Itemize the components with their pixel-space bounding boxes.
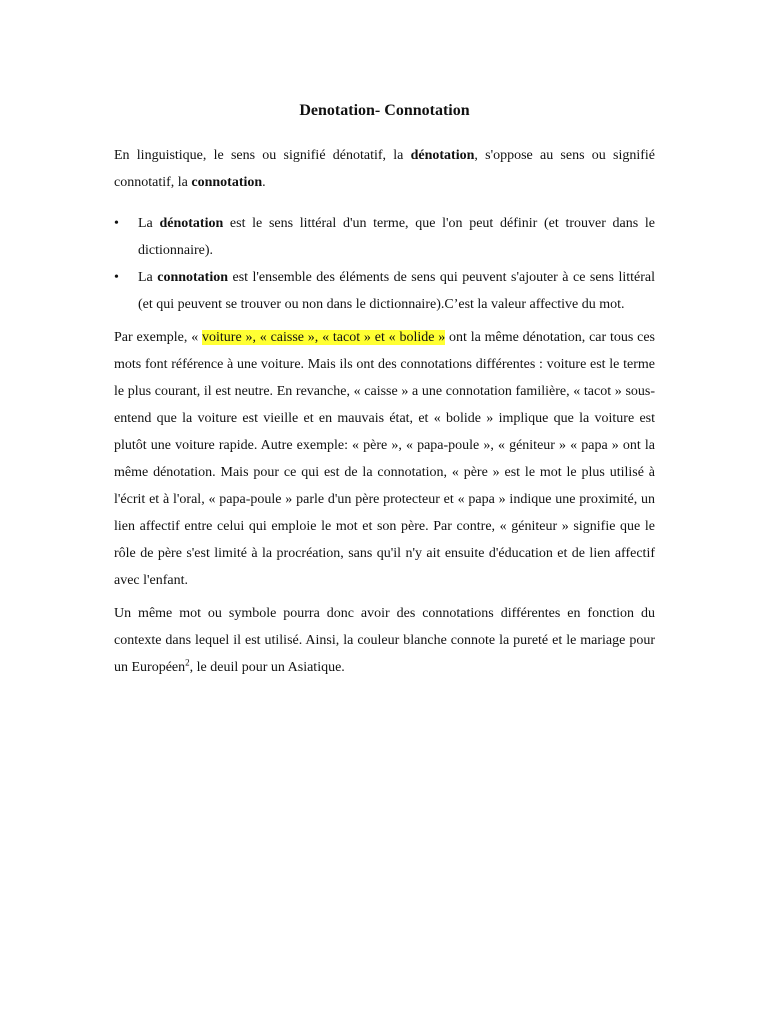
list-item-prefix: La [138,270,158,285]
closing-text-end: , le deuil pour un Asiatique. [189,660,345,675]
intro-text-3: . [262,175,266,190]
intro-text-2: , s'oppose au sens ou signifié connotatif, la [114,148,656,190]
definition-list [114,210,655,318]
closing-paragraph [114,600,655,681]
document-page [114,100,655,681]
list-item-term: connotation [157,270,229,285]
list-item-text: est l'ensemble des éléments de sens qui peuvent s'ajouter à ce sens littéral (et qui peuvent se trouver ou non dans le dictionnaire).C’est la valeur affective du mot. [138,270,655,312]
list-item-text: est le sens littéral d'un terme, que l'on peut définir (et trouver dans le dictionnaire). [138,216,656,258]
intro-bold-denotation: dénotation [410,148,475,163]
example-paragraph [114,324,655,594]
example-text: ont la même dénotation, car tous ces mots font référence à une voiture. Mais ils ont des connotations différentes : voiture est le terme le plus courant, il est neutre. En revanche, « caisse » a une connotation familière, « tacot » sous-entend que la voiture est vieille et en mauvais état, et « bolide » implique que la voiture est plutôt une voiture rapide. Autre exemple: « père », « papa-poule », « géniteur » « papa » ont la même dénotation. Mais pour ce qui est de la connotation, « père » est le mot le plus utilisé à l'écrit et à l'oral, « papa-poule » parle d'un père protecteur et « papa » indique une proximité, un lien affectif entre celui qui emploie le mot et son père. Par contre, « géniteur » signifie que le rôle de père s'est limité à la procréation, sans qu'il n'y ait ensuite d'éducation et de lien affectif avec l'enfant. [114,330,655,588]
bullet-icon: • [114,216,119,231]
list-item-term: dénotation [159,216,224,231]
footnote-marker: 2 [185,657,190,668]
intro-paragraph [114,142,655,196]
closing-text: Un même mot ou symbole pourra donc avoir des connotations différentes en fonction du contexte dans lequel il est utilisé. Ainsi, la couleur blanche connote la pureté et le mariage pour un Européen [114,606,655,675]
example-prefix: Par exemple, « [114,330,202,345]
list-item-prefix: La [138,216,160,231]
bullet-icon: • [114,270,119,285]
intro-bold-connotation: connotation [191,175,263,190]
list-item [114,264,655,318]
document-title: Denotation- Connotation [299,102,470,119]
list-item [114,210,655,264]
intro-text-1: En linguistique, le sens ou signifié dénotatif, la [114,148,411,163]
highlighted-words: voiture », « caisse », « tacot » et « bolide » [202,330,446,345]
